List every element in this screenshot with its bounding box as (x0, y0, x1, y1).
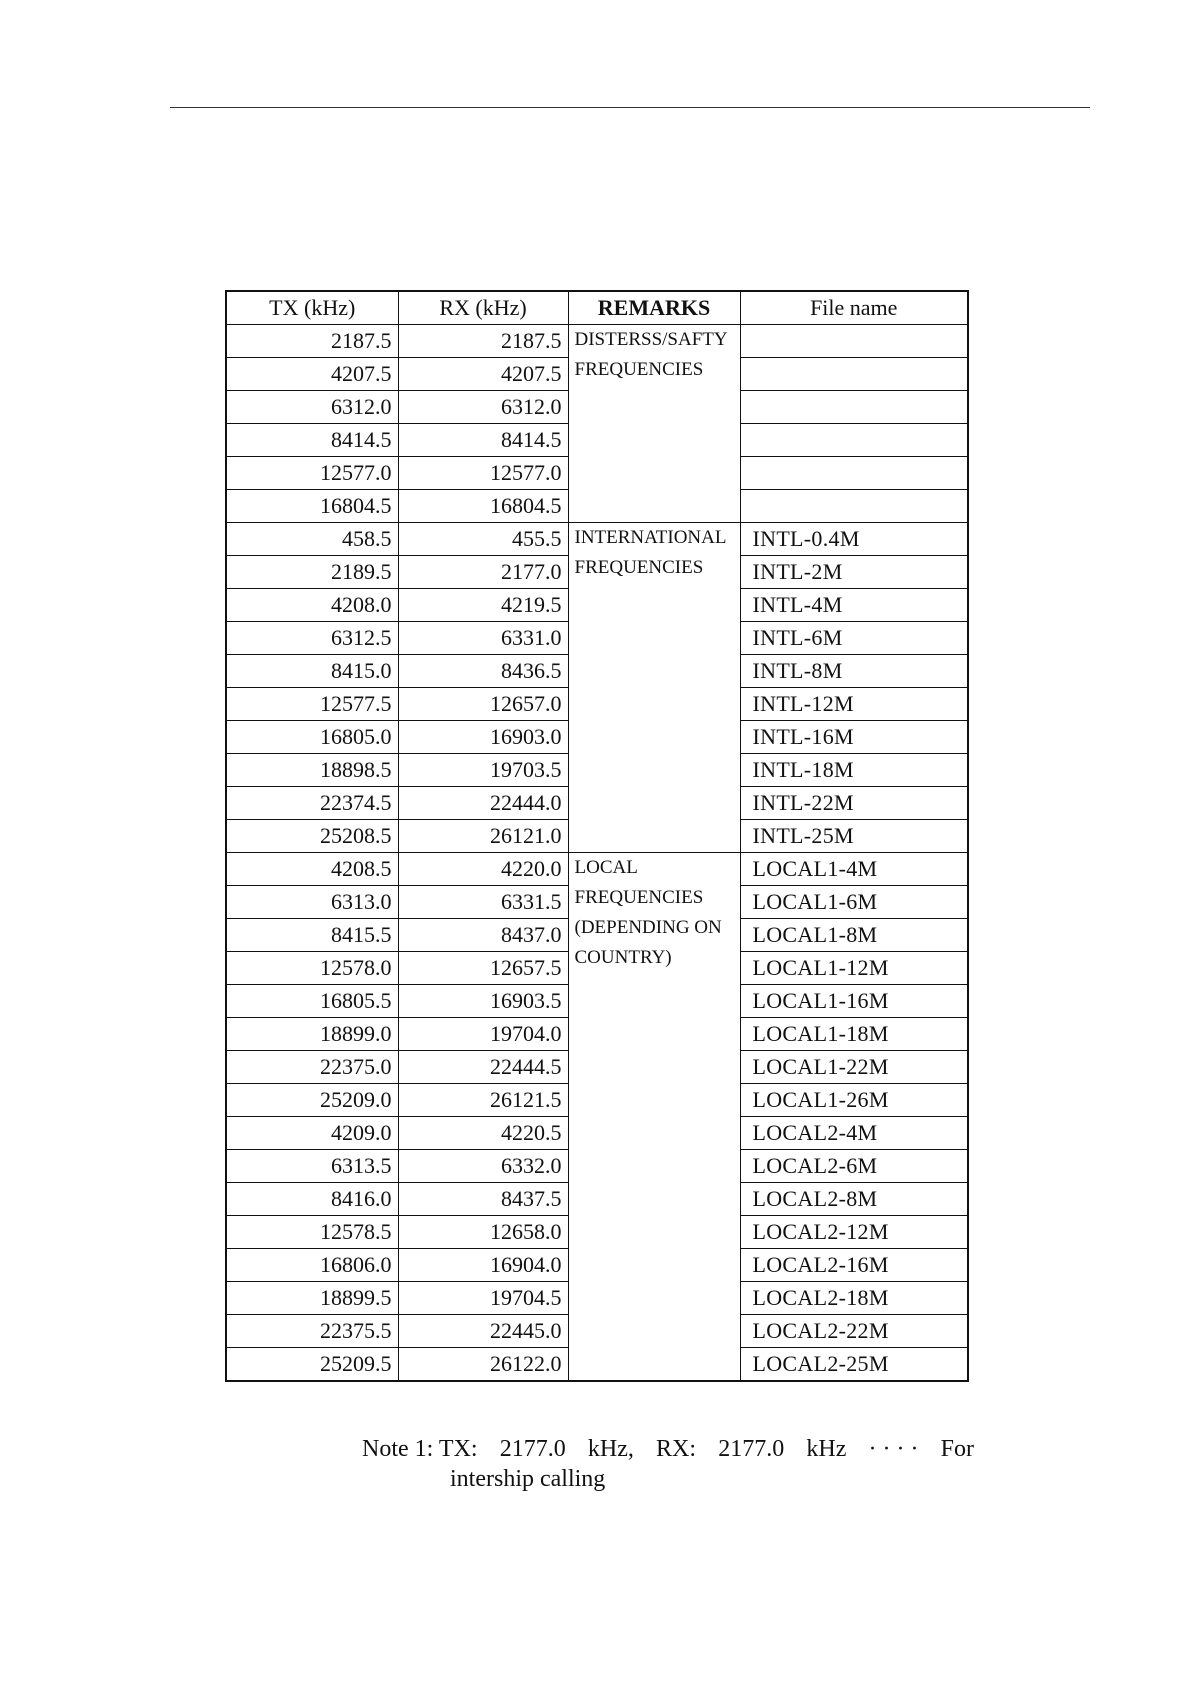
file-name-cell: LOCAL2-22M (740, 1315, 968, 1348)
tx-cell: 12578.5 (226, 1216, 398, 1249)
rx-cell: 2187.5 (398, 325, 568, 358)
file-name-cell: LOCAL1-12M (740, 952, 968, 985)
tx-cell: 18899.0 (226, 1018, 398, 1051)
tx-cell: 25209.0 (226, 1084, 398, 1117)
remark-line: FREQUENCIES (574, 557, 704, 578)
tx-cell: 16805.0 (226, 721, 398, 754)
file-name-cell: LOCAL2-4M (740, 1117, 968, 1150)
file-name-cell (740, 457, 968, 490)
file-name-cell (740, 325, 968, 358)
header-rx: RX (kHz) (398, 291, 568, 325)
remark-line: LOCAL (574, 857, 638, 878)
tx-cell: 25208.5 (226, 820, 398, 853)
tx-cell: 4208.5 (226, 853, 398, 886)
file-name-cell: LOCAL1-22M (740, 1051, 968, 1084)
file-name-cell: LOCAL2-12M (740, 1216, 968, 1249)
remark-line: DISTERSS/SAFTY (574, 329, 728, 350)
file-name-cell: LOCAL2-16M (740, 1249, 968, 1282)
footnote (362, 1434, 974, 1494)
tx-cell: 8415.0 (226, 655, 398, 688)
table-row (226, 325, 968, 358)
tx-cell: 6312.0 (226, 391, 398, 424)
frequency-table (225, 290, 969, 1382)
rx-cell: 4220.5 (398, 1117, 568, 1150)
file-name-cell: LOCAL1-18M (740, 1018, 968, 1051)
rx-cell: 4220.0 (398, 853, 568, 886)
tx-cell: 2189.5 (226, 556, 398, 589)
tx-cell: 8414.5 (226, 424, 398, 457)
file-name-cell (740, 424, 968, 457)
rx-cell: 22444.5 (398, 1051, 568, 1084)
remark-line: COUNTRY) (574, 947, 672, 968)
file-name-cell: LOCAL1-6M (740, 886, 968, 919)
tx-cell: 12577.0 (226, 457, 398, 490)
footnote-line-2: intership calling (450, 1466, 606, 1492)
rx-cell: 8437.0 (398, 919, 568, 952)
note-tx-unit: kHz, (587, 1436, 634, 1462)
table-row (226, 853, 968, 886)
note-tx-value: 2177.0 (499, 1436, 566, 1462)
table-header-row (226, 291, 968, 325)
remark-line: FREQUENCIES (574, 359, 704, 380)
rx-cell: 16903.5 (398, 985, 568, 1018)
rx-cell: 26122.0 (398, 1348, 568, 1382)
tx-cell: 12578.0 (226, 952, 398, 985)
file-name-cell (740, 391, 968, 424)
file-name-cell: LOCAL1-8M (740, 919, 968, 952)
table-row (226, 523, 968, 556)
note-rx-value: 2177.0 (718, 1436, 785, 1462)
rx-cell: 6331.0 (398, 622, 568, 655)
file-name-cell: LOCAL2-25M (740, 1348, 968, 1382)
file-name-cell: INTL-6M (740, 622, 968, 655)
header-file-name: File name (740, 291, 968, 325)
rx-cell: 22444.0 (398, 787, 568, 820)
rx-cell: 26121.5 (398, 1084, 568, 1117)
tx-cell: 18898.5 (226, 754, 398, 787)
remark-line: (DEPENDING ON (574, 917, 722, 938)
rx-cell: 6331.5 (398, 886, 568, 919)
note-rx-label: RX: (656, 1436, 697, 1462)
tx-cell: 22375.0 (226, 1051, 398, 1084)
rx-cell: 22445.0 (398, 1315, 568, 1348)
rx-cell: 16904.0 (398, 1249, 568, 1282)
remarks-cell (568, 853, 740, 1382)
remark-line: INTERNATIONAL (574, 527, 727, 548)
file-name-cell: INTL-8M (740, 655, 968, 688)
rx-cell: 455.5 (398, 523, 568, 556)
tx-cell: 4208.0 (226, 589, 398, 622)
file-name-cell: INTL-12M (740, 688, 968, 721)
file-name-cell (740, 490, 968, 523)
rx-cell: 12657.5 (398, 952, 568, 985)
tx-cell: 8415.5 (226, 919, 398, 952)
rx-cell: 19704.5 (398, 1282, 568, 1315)
file-name-cell: LOCAL1-16M (740, 985, 968, 1018)
file-name-cell: LOCAL1-26M (740, 1084, 968, 1117)
rx-cell: 6332.0 (398, 1150, 568, 1183)
file-name-cell: INTL-4M (740, 589, 968, 622)
top-rule (170, 107, 1090, 108)
table-body (226, 325, 968, 1382)
header-remarks: REMARKS (568, 291, 740, 325)
file-name-cell: INTL-18M (740, 754, 968, 787)
file-name-cell: INTL-0.4M (740, 523, 968, 556)
note-leader-dots: · · · · (868, 1436, 919, 1462)
tx-cell: 16804.5 (226, 490, 398, 523)
tx-cell: 458.5 (226, 523, 398, 556)
note-for: For (940, 1436, 974, 1462)
note-label: Note 1: TX: (362, 1436, 478, 1462)
file-name-cell (740, 358, 968, 391)
file-name-cell: LOCAL2-18M (740, 1282, 968, 1315)
tx-cell: 6313.0 (226, 886, 398, 919)
rx-cell: 26121.0 (398, 820, 568, 853)
tx-cell: 4207.5 (226, 358, 398, 391)
rx-cell: 16903.0 (398, 721, 568, 754)
remarks-cell (568, 325, 740, 523)
tx-cell: 2187.5 (226, 325, 398, 358)
tx-cell: 22374.5 (226, 787, 398, 820)
file-name-cell: LOCAL2-8M (740, 1183, 968, 1216)
rx-cell: 8437.5 (398, 1183, 568, 1216)
rx-cell: 4219.5 (398, 589, 568, 622)
tx-cell: 16805.5 (226, 985, 398, 1018)
rx-cell: 2177.0 (398, 556, 568, 589)
rx-cell: 16804.5 (398, 490, 568, 523)
rx-cell: 19703.5 (398, 754, 568, 787)
tx-cell: 12577.5 (226, 688, 398, 721)
note-rx-unit: kHz (806, 1436, 847, 1462)
rx-cell: 19704.0 (398, 1018, 568, 1051)
tx-cell: 4209.0 (226, 1117, 398, 1150)
tx-cell: 6312.5 (226, 622, 398, 655)
rx-cell: 8414.5 (398, 424, 568, 457)
tx-cell: 16806.0 (226, 1249, 398, 1282)
tx-cell: 8416.0 (226, 1183, 398, 1216)
rx-cell: 12657.0 (398, 688, 568, 721)
file-name-cell: LOCAL2-6M (740, 1150, 968, 1183)
file-name-cell: INTL-2M (740, 556, 968, 589)
file-name-cell: INTL-16M (740, 721, 968, 754)
remark-line: FREQUENCIES (574, 887, 704, 908)
tx-cell: 18899.5 (226, 1282, 398, 1315)
rx-cell: 12577.0 (398, 457, 568, 490)
tx-cell: 25209.5 (226, 1348, 398, 1382)
rx-cell: 8436.5 (398, 655, 568, 688)
rx-cell: 6312.0 (398, 391, 568, 424)
file-name-cell: INTL-25M (740, 820, 968, 853)
tx-cell: 6313.5 (226, 1150, 398, 1183)
footnote-line-1 (362, 1434, 974, 1464)
file-name-cell: LOCAL1-4M (740, 853, 968, 886)
header-tx: TX (kHz) (226, 291, 398, 325)
tx-cell: 22375.5 (226, 1315, 398, 1348)
rx-cell: 12658.0 (398, 1216, 568, 1249)
remarks-cell (568, 523, 740, 853)
rx-cell: 4207.5 (398, 358, 568, 391)
file-name-cell: INTL-22M (740, 787, 968, 820)
